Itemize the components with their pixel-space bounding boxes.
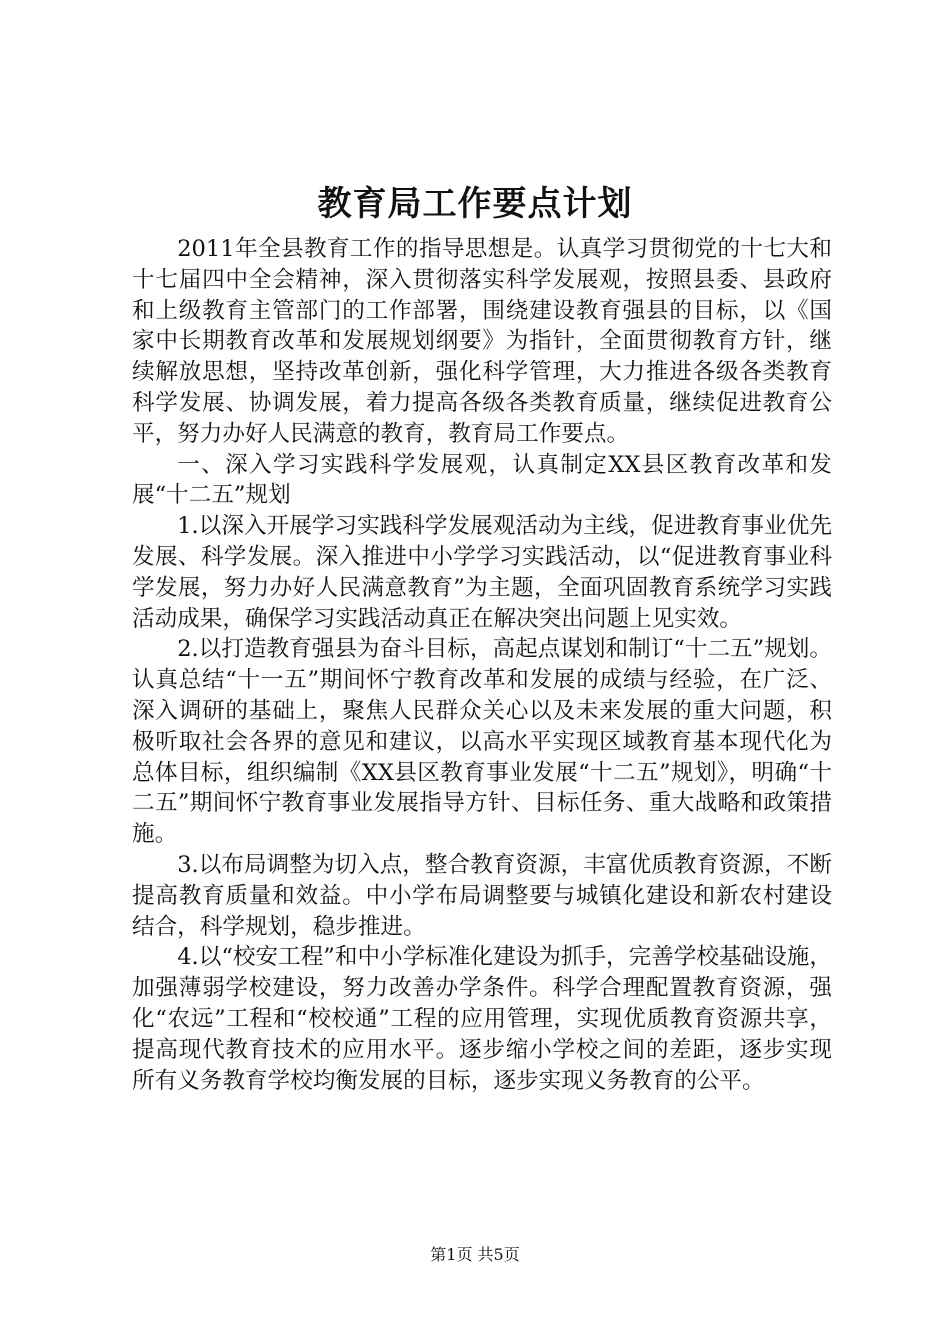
section-heading-1: 一、深入学习实践科学发展观，认真制定XX县区教育改革和发展“十二五”规划 <box>132 451 832 509</box>
document-title: 教育局工作要点计划 <box>317 184 633 224</box>
paragraph-item-3: 3.以布局调整为切入点，整合教育资源，丰富优质教育资源，不断提高教育质量和效益。中小学布局调整要与城镇化建设和新农村建设结合，科学规划，稳步推进。 <box>132 851 832 940</box>
document-body <box>132 234 832 1096</box>
paragraph-item-2: 2.以打造教育强县为奋斗目标，高起点谋划和制订“十二五”规划。认真总结“十一五”期间怀宁教育改革和发展的成绩与经验，在广泛、深入调研的基础上，聚焦人民群众关心以及未来发展的重大问题，积极听取社会各界的意见和建议，以高水平实现区域教育基本现代化为总体目标，组织编制《XX县区教育事业发展“十二五”规划》，明确“十二五”期间怀宁教育事业发展指导方针、目标任务、重大战略和政策措施。 <box>132 636 832 848</box>
paragraph-item-1: 1.以深入开展学习实践科学发展观活动为主线，促进教育事业优先发展、科学发展。深入推进中小学学习实践活动，以“促进教育事业科学发展，努力办好人民满意教育”为主题，全面巩固教育系统学习实践活动成果，确保学习实践活动真正在解决突出问题上见实效。 <box>132 513 832 632</box>
paragraph-guiding-thought: 2011年全县教育工作的指导思想是。认真学习贯彻党的十七大和十七届四中全会精神，深入贯彻落实科学发展观，按照县委、县政府和上级教育主管部门的工作部署，围绕建设教育强县的目标，以《国家中长期教育改革和发展规划纲要》为指针，全面贯彻教育方针，继续解放思想，坚持改革创新，强化科学管理，大力推进各级各类教育科学发展、协调发展，着力提高各级各类教育质量，继续促进教育公平，努力办好人民满意的教育，教育局工作要点。 <box>132 236 832 447</box>
page-footer: 第1页 共5页 <box>430 1245 520 1264</box>
paragraph-item-4: 4.以“校安工程”和中小学标准化建设为抓手，完善学校基础设施，加强薄弱学校建设，努力改善办学条件。科学合理配置教育资源，强化“农远”工程和“校校通”工程的应用管理，实现优质教育资源共享，提高现代教育技术的应用水平。逐步缩小学校之间的差距，逐步实现所有义务教育学校均衡发展的目标，逐步实现义务教育的公平。 <box>132 944 832 1094</box>
